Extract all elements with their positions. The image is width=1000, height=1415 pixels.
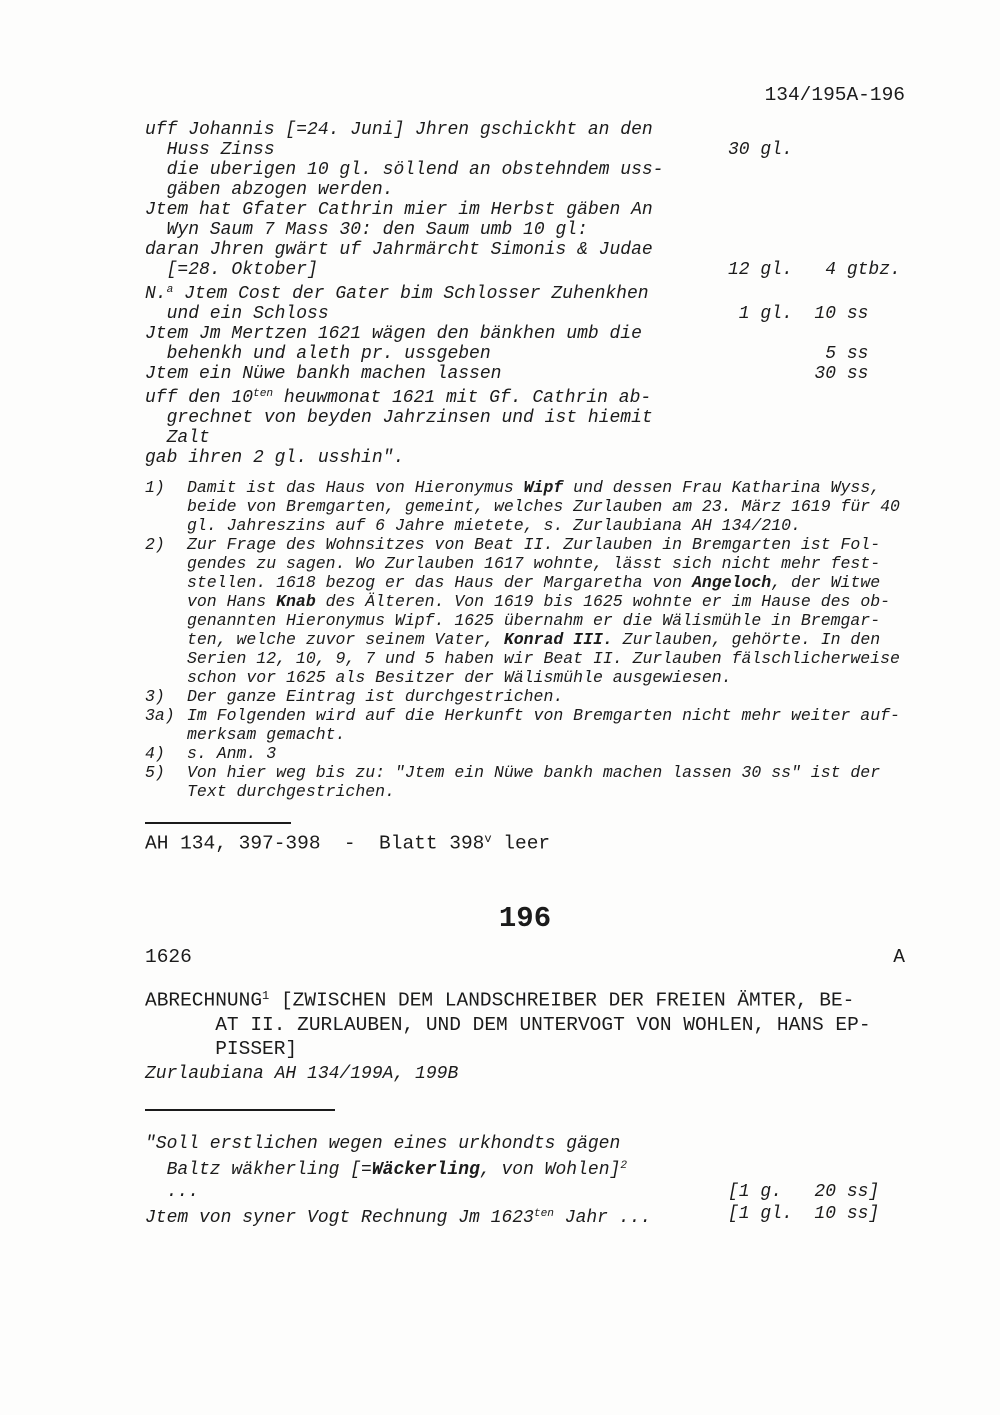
footnote-text: Im Folgenden wird auf die Herkunft von Bremgarten nicht mehr weiter auf- (187, 706, 900, 725)
amount-cell: [1 gl. 10 ss] (728, 1204, 880, 1225)
footnote-line (145, 668, 900, 687)
entry-title-line: AT II. ZURLAUBEN, UND DEM UNTERVOGT VON WOHLEN, HANS EP- (145, 1013, 871, 1036)
line-text: N.$^a$ Jtem Cost der Gater bim Schlosser Zuhenkhen (145, 284, 649, 305)
line-text: Jtem von syner Vogt Rechnung Jm $1623^{ten}$ Jahr ... (145, 1208, 652, 1229)
footnote-text: Von hier weg bis zu: "Jtem ein Nüwe bankh machen lassen 30 ss" ist der (187, 763, 881, 782)
footnote-line (145, 687, 900, 706)
footnote-text: gl. Jahreszins auf 6 Jahre mietete, s. Zurlaubiana AH 134/210. (187, 516, 801, 535)
line-text: Wyn Saum 7 Mass 30: den Saum umb 10 gl: (145, 220, 588, 240)
footnote-text: Zur Frage des Wohnsitzes von Beat II. Zurlauben in Bremgarten ist Fol- (187, 535, 881, 554)
footnote-label: 3a) (145, 706, 175, 725)
footnote-label: 1) (145, 478, 165, 497)
transcription-line (145, 200, 663, 220)
divider-rule (145, 1109, 335, 1111)
line-text: ... (145, 1182, 200, 1203)
footnote-label (145, 611, 187, 630)
footnote-line (145, 573, 900, 592)
entry-title (145, 984, 871, 1061)
transcription-line (145, 220, 663, 240)
transcription-line (145, 408, 663, 428)
transcription-line (145, 1181, 880, 1203)
footnote-text: schon vor 1625 als Besitzer der Wälismühle ausgewiesen. (187, 668, 732, 687)
archive-note: AH 134, 397-398 - Blatt 398$^v$ leer (145, 832, 551, 855)
line-text: Huss Zinss (145, 140, 275, 160)
footnote-line (145, 744, 900, 763)
transcription-line (145, 240, 663, 260)
transcription-line (145, 180, 663, 200)
footnote-label (145, 649, 187, 668)
line-text: "Soll erstlichen wegen eines urkhondts gägen (145, 1134, 621, 1154)
transcription-line (145, 448, 663, 468)
entry-195a-transcription (145, 120, 901, 469)
line-text: [=28. Oktober] (145, 260, 318, 280)
footnote-text: Damit ist das Haus von Hieronymus Wipf und dessen Frau Katharina Wyss, (187, 478, 881, 497)
footnote-text: gendes zu sagen. Wo Zurlauben 1617 wohnte, lässt sich nicht mehr fest- (187, 554, 881, 573)
page-header-reference: 134/195A-196 (764, 84, 905, 106)
footnote-label (145, 554, 187, 573)
footnote-text: Der ganze Eintrag ist durchgestrichen. (187, 687, 564, 706)
line-text: die uberigen 10 gl. söllend an obstehndem uss- (145, 160, 664, 180)
line-text: und ein Schloss (145, 304, 329, 325)
line-text: uff den $10^{ten}$ heuwmonat 1621 mit Gf. Cathrin ab- (145, 388, 652, 409)
transcription-line (145, 364, 869, 385)
amount-cell: 30 gl. (728, 140, 793, 160)
footnote-label (145, 630, 187, 649)
transcription-line (145, 1203, 880, 1229)
entry-title-line: PISSER] (145, 1037, 298, 1060)
footnote-text: stellen. 1618 bezog er das Haus der Margaretha von Angeloch, der Witwe (187, 573, 881, 592)
footnote-line (145, 630, 900, 649)
footnote-label: 2) (145, 535, 165, 554)
entry-series-letter: A (893, 946, 905, 968)
entry-year-row (145, 946, 905, 968)
source-reference: Zurlaubiana AH 134/199A, 199B (145, 1064, 459, 1084)
transcription-line (145, 324, 663, 344)
transcription-line (145, 304, 869, 325)
footnote-label (145, 497, 187, 516)
transcription-line (145, 160, 663, 180)
entry-number-heading: 196 (498, 902, 552, 935)
transcription-line (145, 384, 663, 408)
entry-year: 1626 (145, 946, 192, 968)
footnote-line (145, 478, 900, 497)
entry-196-transcription (145, 1133, 880, 1229)
footnote-label: 5) (145, 763, 165, 782)
footnote-line (145, 554, 900, 573)
footnote-text: s. Anm. 3 (187, 744, 277, 763)
transcription-line (145, 1155, 651, 1181)
line-text: daran Jhren gwärt uf Jahrmärcht Simonis & Judae (145, 240, 653, 260)
footnote-label (145, 668, 187, 687)
footnotes-block (145, 478, 900, 801)
transcription-line (145, 1133, 651, 1155)
line-text: Baltz wäkherling [=Wäckerling, von Wohlen]$^2$ (145, 1160, 628, 1181)
footnote-line (145, 782, 900, 801)
line-text: Zalt (145, 428, 210, 449)
line-text: gäben abzogen werden. (145, 180, 394, 200)
footnote-line (145, 535, 900, 554)
line-text: behenkh und aleth pr. ussgeben (145, 344, 491, 365)
footnote-label (145, 782, 187, 801)
footnote-text: beide von Bremgarten, gemeint, welches Zurlauben am 23. März 1619 für 40 (187, 497, 900, 516)
footnote-text: Text durchgestrichen. (187, 782, 395, 801)
line-text: Jtem Jm Mertzen 1621 wägen den bänkhen umb die (145, 324, 642, 345)
transcription-line (145, 428, 663, 448)
footnote-label (145, 573, 187, 592)
footnote-label (145, 516, 187, 535)
footnote-text: ten, welche zuvor seinem Vater, Konrad III. Zurlauben, gehörte. In den (187, 630, 881, 649)
line-text: Jtem ein Nüwe bankh machen lassen (145, 364, 502, 385)
footnote-line (145, 763, 900, 782)
transcription-line (145, 140, 793, 160)
transcription-line (145, 280, 663, 304)
footnote-text: von Hans Knab des Älteren. Von 1619 bis 1625 wohnte er im Hause des ob- (187, 592, 891, 611)
entry-title-line: ABRECHNUNG$^1$ [ZWISCHEN DEM LANDSCHREIBER DER FREIEN ÄMTER, BE- (145, 989, 855, 1012)
footnote-label: 3) (145, 687, 165, 706)
divider-rule (145, 822, 291, 824)
transcription-line (145, 260, 901, 280)
footnote-line (145, 592, 900, 611)
footnote-text: Serien 12, 10, 9, 7 und 5 haben wir Beat II. Zurlauben fälschlicherweise (187, 649, 900, 668)
line-text: uff Johannis [=24. Juni] Jhren gschickht an den (145, 120, 653, 140)
footnote-line (145, 649, 900, 668)
footnote-line (145, 497, 900, 516)
footnote-line (145, 611, 900, 630)
amount-cell: 5 ss (728, 344, 869, 365)
line-text: Jtem hat Gfater Cathrin mier im Herbst gäben An (145, 200, 653, 220)
amount-cell: 12 gl. 4 gtbz. (728, 260, 901, 280)
line-text: grechnet von beyden Jahrzinsen und ist hiemit (145, 408, 653, 429)
footnote-line (145, 725, 900, 744)
footnote-line (145, 516, 900, 535)
transcription-line (145, 344, 869, 365)
footnote-label: 4) (145, 744, 165, 763)
amount-cell: 1 gl. 10 ss (728, 304, 869, 325)
amount-cell: 30 ss (728, 364, 869, 385)
line-text: gab ihren 2 gl. usshin". (145, 448, 405, 469)
footnote-text: merksam gemacht. (187, 725, 346, 744)
amount-cell: [1 g. 20 ss] (728, 1182, 880, 1203)
footnote-text: genannten Hieronymus Wipf. 1625 übernahm er die Wälismühle in Bremgar- (187, 611, 881, 630)
transcription-line (145, 120, 663, 140)
footnote-label (145, 725, 187, 744)
footnote-line (145, 706, 900, 725)
footnote-label (145, 592, 187, 611)
